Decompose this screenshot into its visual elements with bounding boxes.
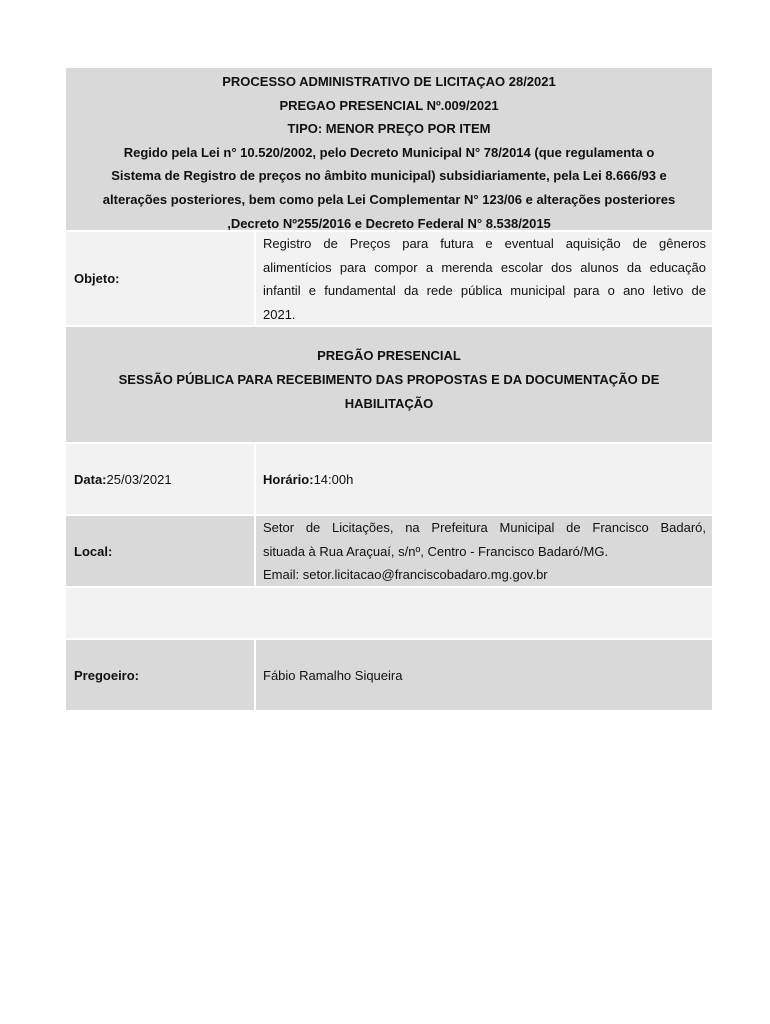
pregoeiro-label: Pregoeiro: <box>66 640 254 710</box>
session-subtitle-line-1: SESSÃO PÚBLICA PARA RECEBIMENTO DAS PROPOSTAS E DA DOCUMENTAÇÃO DE <box>118 372 660 387</box>
session-title: PREGÃO PRESENCIAL <box>317 348 461 363</box>
objeto-line-4: 2021. <box>263 306 296 322</box>
local-label: Local: <box>66 516 254 586</box>
local-line-2: situada à Rua Araçuaí, s/nº, Centro - Francisco Badaró/MG. <box>263 543 609 559</box>
objeto-label: Objeto: <box>66 232 254 325</box>
empty-row <box>66 588 712 638</box>
legal-basis-line-4: ,Decreto Nº255/2016 e Decreto Federal N° 8.538/2015 <box>227 215 551 231</box>
pregoeiro-value: Fábio Ramalho Siqueira <box>256 640 712 710</box>
objeto-line-3: infantil e fundamental da rede pública municipal para o ano letivo de <box>263 283 706 298</box>
process-header <box>66 68 712 230</box>
local-email: Email: setor.licitacao@franciscobadaro.mg.gov.br <box>263 567 548 582</box>
legal-basis-line-2: Sistema de Registro de preços no âmbito municipal) subsidiariamente, pela Lei 8.666/93 e <box>111 168 667 184</box>
pregoeiro-row <box>66 640 712 710</box>
date-value: 25/03/2021 <box>106 471 172 487</box>
tipo-line: TIPO: MENOR PREÇO POR ITEM <box>287 121 491 137</box>
session-subtitle-line-2: HABILITAÇÃO <box>344 396 434 411</box>
local-value <box>256 516 712 586</box>
objeto-line-1: Registro de Preços para futura e eventual aquisição de gêneros <box>263 236 706 251</box>
date-cell <box>66 444 254 514</box>
objeto-value <box>256 232 712 325</box>
schedule-row <box>66 444 712 514</box>
local-line-1: Setor de Licitações, na Prefeitura Municipal de Francisco Badaró, <box>263 520 706 535</box>
local-row <box>66 516 712 586</box>
objeto-row <box>66 232 712 325</box>
pregao-number: PREGAO PRESENCIAL Nº.009/2021 <box>279 97 499 113</box>
time-value: 14:00h <box>313 471 354 487</box>
legal-basis-line-3: alterações posteriores, bem como pela Lei Complementar N° 123/06 e alterações posteriores <box>102 191 676 207</box>
date-label: Data: <box>74 471 107 487</box>
objeto-line-2: alimentícios para compor a merenda escolar dos alunos da educação <box>263 259 706 275</box>
session-header <box>66 327 712 442</box>
time-label: Horário: <box>263 471 314 487</box>
time-cell <box>256 444 712 514</box>
process-title: PROCESSO ADMINISTRATIVO DE LICITAÇAO 28/2021 <box>222 74 556 89</box>
legal-basis-line-1: Regido pela Lei n° 10.520/2002, pelo Decreto Municipal N° 78/2014 (que regulamenta o <box>123 144 655 160</box>
document-table <box>66 68 712 710</box>
